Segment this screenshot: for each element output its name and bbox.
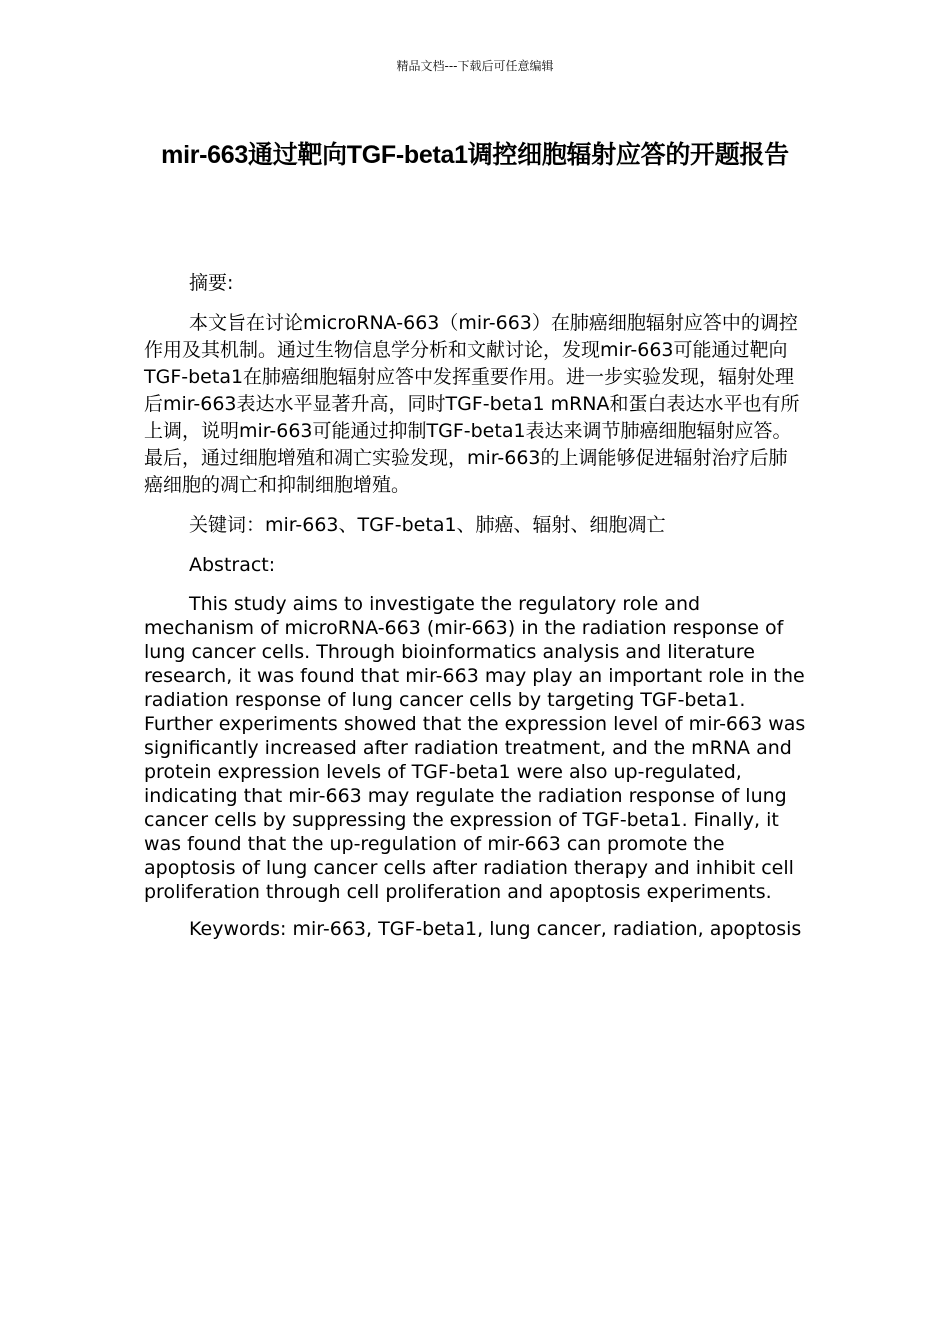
header-note: 精品文档---下载后可任意编辑 [396, 59, 554, 73]
abstract-en-label: Abstract: [189, 554, 276, 576]
document-title: mir-663通过靶向TGF-beta1调控细胞辐射应答的开题报告 [161, 141, 789, 169]
abstract-cn-label: 摘要: [189, 272, 234, 294]
abstract-en-text: This study aims to investigate the regulatory role and mechanism of microRNA-663 (mir-663) in the radiation response of lung cancer cells. Through bioinformatics analysis and literature research, it was found that mir-663 may play an important role in the radiation response of lung cancer cells by targeting TGF-beta1. Further experiments showed that the expression level of mir-663 was significantly increased after radiation treatment, and the mRNA and protein expression levels of TGF-beta1 were also up-regulated, indicating that mir-663 may regulate the radiation response of lung cancer cells by suppressing the expression of TGF-beta1. Finally, it was found that the up-regulation of mir-663 can promote the apoptosis of lung cancer cells after radiation therapy and inhibit cell proliferation through cell proliferation and apoptosis experiments. [144, 593, 806, 903]
keywords-en: Keywords: mir-663, TGF-beta1, lung cancer, radiation, apoptosis [189, 918, 802, 940]
abstract-cn-text: 本文旨在讨论microRNA-663（mir-663）在肺癌细胞辐射应答中的调控作用及其机制。通过生物信息学分析和文献讨论，发现mir-663可能通过靶向TGF-beta1在肺癌细胞辐射应答中发挥重要作用。进一步实验发现，辐射处理后mir-663表达水平显著升高，同时TGF-beta1 mRNA和蛋白表达水平也有所上调，说明mir-663可能通过抑制TGF-beta1表达来调节肺癌细胞辐射应答。最后，通过细胞增殖和凋亡实验发现，mir-663的上调能够促进辐射治疗后肺癌细胞的凋亡和抑制细胞增殖。 [144, 312, 800, 496]
document-body [144, 270, 806, 954]
keywords-cn: 关键词：mir-663、TGF-beta1、肺癌、辐射、细胞凋亡 [189, 514, 666, 536]
